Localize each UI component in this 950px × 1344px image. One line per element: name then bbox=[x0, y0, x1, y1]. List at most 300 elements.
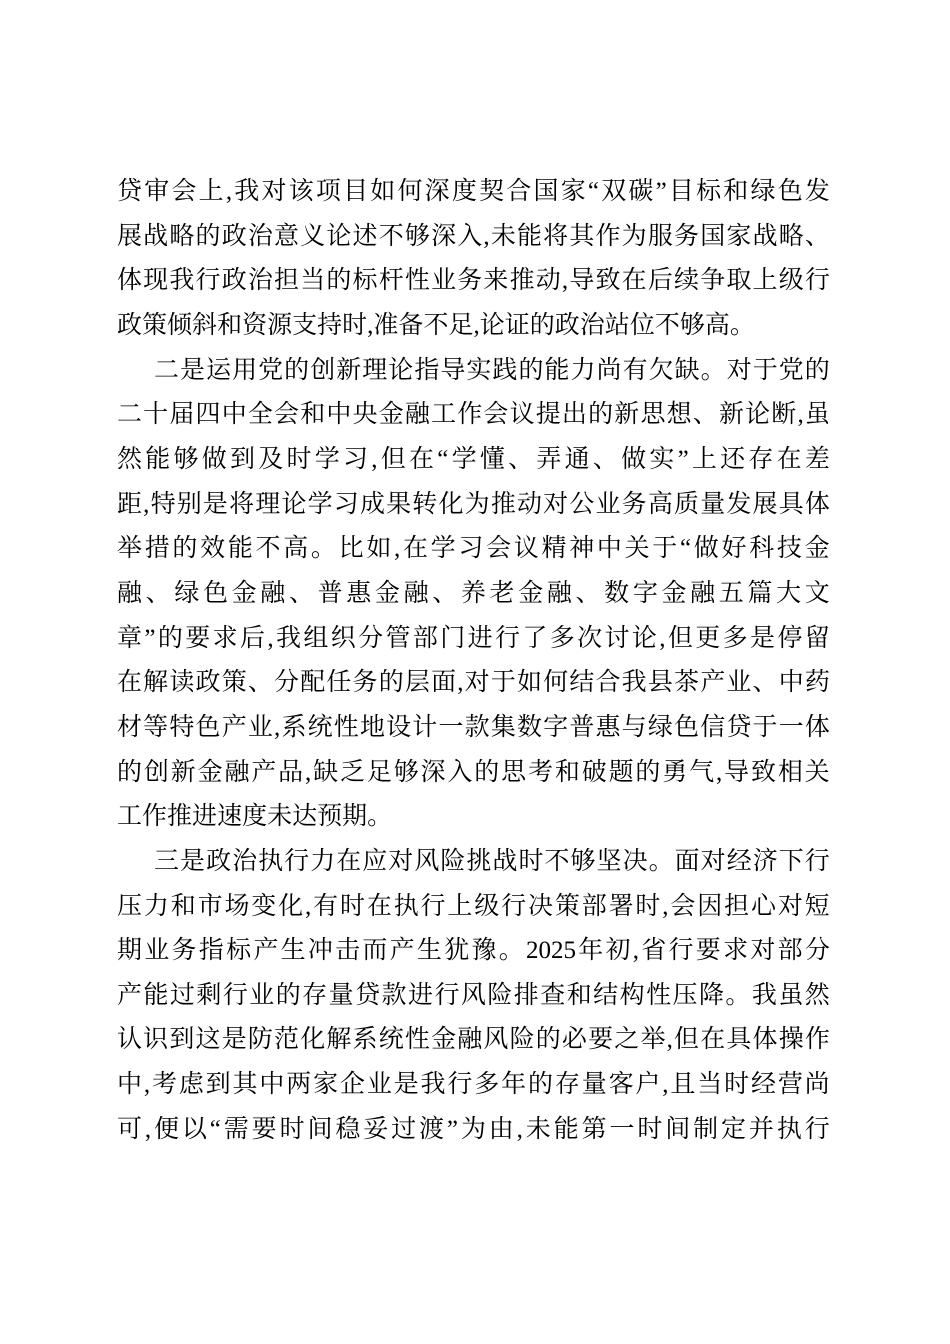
glyph: 争 bbox=[700, 267, 726, 295]
glyph: 降 bbox=[698, 981, 724, 1009]
text-line bbox=[117, 706, 830, 751]
glyph: 时 bbox=[518, 847, 544, 875]
glyph: 品 bbox=[278, 758, 304, 786]
glyph: 执 bbox=[258, 847, 284, 875]
glyph: 业 bbox=[726, 669, 752, 697]
glyph: 理 bbox=[255, 490, 281, 518]
glyph: 执 bbox=[776, 1115, 802, 1143]
glyph: 论 bbox=[326, 222, 352, 250]
glyph: 行 bbox=[222, 981, 248, 1009]
glyph: 贷 bbox=[355, 981, 381, 1009]
glyph: 深 bbox=[420, 758, 446, 786]
glyph: 决 bbox=[622, 847, 648, 875]
glyph: 导 bbox=[569, 267, 595, 295]
paragraph bbox=[117, 349, 830, 840]
glyph: 行 bbox=[668, 937, 694, 965]
glyph: 特 bbox=[150, 490, 176, 518]
glyph: 、 bbox=[145, 579, 171, 607]
glyph: 想 bbox=[666, 401, 692, 429]
glyph: 的 bbox=[804, 356, 830, 384]
glyph: 渡 bbox=[419, 1115, 445, 1143]
glyph: 融 bbox=[403, 579, 429, 607]
glyph: 站 bbox=[604, 311, 630, 339]
glyph: , bbox=[662, 892, 669, 920]
glyph: 全 bbox=[247, 401, 273, 429]
glyph: 多 bbox=[722, 624, 748, 652]
glyph: 家 bbox=[726, 222, 752, 250]
glyph: 初 bbox=[605, 937, 631, 965]
glyph: 战 bbox=[143, 222, 169, 250]
glyph: 作 bbox=[804, 1026, 830, 1054]
glyph: 够 bbox=[679, 311, 705, 339]
glyph: 生 bbox=[416, 937, 442, 965]
glyph: 是 bbox=[221, 1026, 247, 1054]
glyph: 解 bbox=[143, 669, 169, 697]
glyph: 会 bbox=[483, 401, 509, 429]
glyph: 考 bbox=[151, 1071, 177, 1099]
glyph: 践 bbox=[492, 356, 518, 384]
glyph: 识 bbox=[143, 1026, 169, 1054]
glyph: 策 bbox=[554, 892, 580, 920]
glyph: 挑 bbox=[466, 847, 492, 875]
glyph: 过 bbox=[169, 981, 195, 1009]
glyph: 断 bbox=[771, 401, 797, 429]
glyph: 系 bbox=[281, 713, 307, 741]
glyph: 。 bbox=[725, 981, 751, 1009]
glyph: 分 bbox=[804, 937, 830, 965]
glyph: 在 bbox=[408, 445, 434, 473]
glyph: 在 bbox=[621, 267, 647, 295]
glyph: 门 bbox=[440, 624, 466, 652]
glyph: 面 bbox=[431, 669, 457, 697]
glyph: 省 bbox=[641, 937, 667, 965]
glyph: 构 bbox=[619, 981, 645, 1009]
glyph: 。 bbox=[498, 937, 524, 965]
glyph: 虽 bbox=[778, 981, 804, 1009]
glyph: 展 bbox=[117, 222, 143, 250]
glyph: 导 bbox=[440, 356, 466, 384]
glyph: 进 bbox=[407, 981, 433, 1009]
glyph: 不 bbox=[423, 311, 449, 339]
glyph: 策 bbox=[142, 311, 168, 339]
glyph: 推 bbox=[167, 803, 193, 831]
paragraph bbox=[117, 840, 830, 1153]
text-line bbox=[117, 349, 830, 394]
glyph: 。 bbox=[648, 847, 674, 875]
glyph: 数 bbox=[516, 713, 542, 741]
glyph: “ bbox=[437, 445, 449, 473]
glyph: 够 bbox=[404, 222, 430, 250]
glyph: 家 bbox=[560, 178, 586, 205]
glyph: 不 bbox=[255, 535, 281, 563]
glyph: 致 bbox=[750, 758, 776, 786]
glyph: 成 bbox=[359, 490, 385, 518]
glyph: 化 bbox=[438, 490, 464, 518]
glyph: 、 bbox=[508, 445, 534, 473]
glyph: 中 bbox=[326, 401, 352, 429]
glyph: 、 bbox=[692, 401, 718, 429]
glyph: 短 bbox=[804, 892, 830, 920]
glyph: 政 bbox=[117, 311, 143, 339]
glyph: 举 bbox=[117, 535, 143, 563]
glyph: 范 bbox=[274, 1026, 300, 1054]
glyph: 体 bbox=[804, 490, 830, 518]
glyph: 贷 bbox=[117, 178, 143, 205]
glyph: 碳 bbox=[628, 178, 654, 205]
glyph: 于 bbox=[490, 669, 516, 697]
glyph: 能 bbox=[143, 981, 169, 1009]
glyph: 时 bbox=[286, 445, 312, 473]
glyph: 结 bbox=[569, 669, 595, 697]
glyph: 具 bbox=[726, 1026, 752, 1054]
glyph: 、 bbox=[432, 579, 458, 607]
glyph: 深 bbox=[424, 178, 450, 205]
glyph: 政 bbox=[195, 669, 221, 697]
glyph: 展 bbox=[752, 490, 778, 518]
glyph: 足 bbox=[366, 758, 392, 786]
glyph: 新 bbox=[170, 758, 196, 786]
glyph: 神 bbox=[569, 535, 595, 563]
glyph: 目 bbox=[343, 178, 369, 205]
glyph: 的 bbox=[535, 1026, 561, 1054]
glyph: 论 bbox=[388, 356, 414, 384]
glyph: 源 bbox=[267, 311, 293, 339]
glyph: 备 bbox=[398, 311, 424, 339]
glyph: 缺 bbox=[674, 356, 700, 384]
glyph: 系 bbox=[352, 1026, 378, 1054]
glyph: 金 bbox=[231, 579, 257, 607]
glyph: 药 bbox=[804, 669, 830, 697]
glyph: 而 bbox=[362, 937, 388, 965]
text-line bbox=[117, 795, 830, 840]
glyph: 、 bbox=[752, 669, 778, 697]
glyph: 中 bbox=[778, 669, 804, 697]
glyph: 当 bbox=[300, 267, 326, 295]
glyph: 集 bbox=[490, 713, 516, 741]
glyph: 务 bbox=[621, 490, 647, 518]
glyph: 行 bbox=[195, 267, 221, 295]
glyph: 中 bbox=[596, 535, 622, 563]
glyph: 到 bbox=[169, 1026, 195, 1054]
glyph: 作 bbox=[595, 222, 621, 250]
glyph: 作 bbox=[142, 803, 168, 831]
glyph: 创 bbox=[143, 758, 169, 786]
glyph: 气 bbox=[689, 758, 715, 786]
glyph: 未 bbox=[490, 222, 516, 250]
glyph: 要 bbox=[588, 1026, 614, 1054]
glyph: 特 bbox=[169, 713, 195, 741]
glyph: 但 bbox=[674, 1026, 700, 1054]
glyph: 业 bbox=[247, 713, 273, 741]
glyph: 2025 bbox=[525, 937, 576, 965]
glyph: 关 bbox=[804, 758, 830, 786]
glyph: 产 bbox=[117, 981, 143, 1009]
glyph: 行 bbox=[447, 1071, 473, 1099]
glyph: 资 bbox=[242, 311, 268, 339]
glyph: ” bbox=[677, 445, 689, 473]
glyph: 部 bbox=[777, 937, 803, 965]
glyph: 等 bbox=[143, 713, 169, 741]
text-line bbox=[117, 751, 830, 796]
glyph: 在 bbox=[336, 847, 362, 875]
glyph: 在 bbox=[402, 535, 428, 563]
glyph: 。 bbox=[729, 311, 755, 339]
glyph: 剩 bbox=[196, 981, 222, 1009]
glyph: 查 bbox=[540, 981, 566, 1009]
glyph: 欠 bbox=[648, 356, 674, 384]
glyph: 存 bbox=[748, 445, 774, 473]
glyph: 茶 bbox=[674, 669, 700, 697]
glyph: 心 bbox=[750, 892, 776, 920]
glyph: 读 bbox=[169, 669, 195, 697]
text-line bbox=[117, 974, 830, 1019]
glyph: 要 bbox=[185, 624, 211, 652]
glyph: , bbox=[367, 311, 374, 339]
glyph: 力 bbox=[143, 892, 169, 920]
glyph: 新 bbox=[614, 401, 640, 429]
glyph: 的 bbox=[518, 356, 544, 384]
glyph: 质 bbox=[674, 490, 700, 518]
glyph: 业 bbox=[144, 937, 170, 965]
glyph: 中 bbox=[259, 1071, 285, 1099]
glyph: 间 bbox=[665, 1115, 691, 1143]
glyph: 行 bbox=[804, 1115, 830, 1143]
glyph: 的 bbox=[588, 401, 614, 429]
glyph: 政 bbox=[206, 847, 232, 875]
glyph: ” bbox=[446, 1115, 459, 1143]
glyph: 工 bbox=[431, 401, 457, 429]
glyph: 多 bbox=[549, 624, 575, 652]
glyph: 尚 bbox=[596, 356, 622, 384]
glyph: 来 bbox=[483, 267, 509, 295]
glyph: 产 bbox=[700, 669, 726, 697]
glyph: 将 bbox=[543, 222, 569, 250]
glyph: 学 bbox=[314, 445, 340, 473]
glyph: 双 bbox=[601, 178, 627, 205]
glyph: 中 bbox=[221, 401, 247, 429]
glyph: 学 bbox=[430, 535, 456, 563]
glyph: 论 bbox=[745, 401, 771, 429]
glyph: 习 bbox=[458, 535, 484, 563]
glyph: 力 bbox=[570, 356, 596, 384]
glyph: 字 bbox=[632, 579, 658, 607]
glyph: 进 bbox=[192, 803, 218, 831]
glyph: 计 bbox=[412, 713, 438, 741]
glyph: 织 bbox=[330, 624, 356, 652]
glyph: 二 bbox=[117, 401, 143, 429]
glyph: 务 bbox=[674, 222, 700, 250]
glyph: 求 bbox=[212, 624, 238, 652]
glyph: 政 bbox=[554, 311, 580, 339]
glyph: 一 bbox=[438, 713, 464, 741]
glyph: 的 bbox=[195, 222, 221, 250]
glyph: 险 bbox=[509, 1026, 535, 1054]
glyph: 击 bbox=[335, 937, 361, 965]
glyph: 层 bbox=[404, 669, 430, 697]
glyph: 后 bbox=[239, 624, 265, 652]
glyph: 一 bbox=[778, 713, 804, 741]
glyph: 和 bbox=[217, 311, 243, 339]
glyph: 论 bbox=[631, 624, 657, 652]
glyph: 发 bbox=[804, 178, 830, 205]
text-line bbox=[117, 572, 830, 617]
glyph: 能 bbox=[227, 535, 253, 563]
glyph: 学 bbox=[307, 490, 333, 518]
glyph: 、 bbox=[575, 579, 601, 607]
glyph: 务 bbox=[171, 937, 197, 965]
glyph: 担 bbox=[274, 267, 300, 295]
glyph: 对 bbox=[700, 847, 726, 875]
glyph: 位 bbox=[629, 311, 655, 339]
glyph: 指 bbox=[198, 937, 224, 965]
glyph: 该 bbox=[288, 178, 314, 205]
glyph: 于 bbox=[652, 535, 678, 563]
glyph: 并 bbox=[748, 1115, 774, 1143]
glyph: 是 bbox=[749, 624, 775, 652]
glyph: 务 bbox=[352, 669, 378, 697]
glyph: 论 bbox=[479, 311, 505, 339]
glyph: 战 bbox=[752, 222, 778, 250]
glyph: 续 bbox=[674, 267, 700, 295]
glyph: 化 bbox=[278, 892, 304, 920]
glyph: , bbox=[516, 1115, 523, 1143]
glyph: 风 bbox=[414, 847, 440, 875]
glyph: 理 bbox=[362, 356, 388, 384]
glyph: 养 bbox=[460, 579, 486, 607]
glyph: 够 bbox=[173, 445, 199, 473]
glyph: 不 bbox=[378, 222, 404, 250]
glyph: 部 bbox=[412, 624, 438, 652]
glyph: 和 bbox=[300, 401, 326, 429]
glyph: 导 bbox=[724, 758, 750, 786]
glyph: 应 bbox=[362, 847, 388, 875]
glyph: 定 bbox=[721, 1115, 747, 1143]
glyph: 创 bbox=[310, 356, 336, 384]
glyph: 豫 bbox=[471, 937, 497, 965]
glyph: 性 bbox=[646, 981, 672, 1009]
glyph: 可 bbox=[117, 1115, 143, 1143]
glyph: 业 bbox=[431, 267, 457, 295]
glyph: 为 bbox=[464, 490, 490, 518]
glyph: 新 bbox=[336, 356, 362, 384]
glyph: 时 bbox=[635, 892, 661, 920]
glyph: 绿 bbox=[647, 713, 673, 741]
glyph: 和 bbox=[723, 178, 749, 205]
glyph: 做 bbox=[201, 445, 227, 473]
glyph: 取 bbox=[726, 267, 752, 295]
glyph: 上 bbox=[447, 892, 473, 920]
glyph: 绿 bbox=[750, 178, 776, 205]
glyph: 是 bbox=[180, 847, 206, 875]
glyph: 经 bbox=[726, 847, 752, 875]
document-body-text bbox=[117, 170, 830, 1152]
glyph: 入 bbox=[457, 222, 483, 250]
glyph: 度 bbox=[242, 803, 268, 831]
glyph: 市 bbox=[197, 892, 223, 920]
glyph: 治 bbox=[579, 311, 605, 339]
glyph: 和 bbox=[554, 758, 580, 786]
glyph: 级 bbox=[474, 892, 500, 920]
glyph: 压 bbox=[117, 892, 143, 920]
glyph: 行 bbox=[494, 624, 520, 652]
glyph: 。 bbox=[367, 803, 393, 831]
glyph: 产 bbox=[251, 758, 277, 786]
glyph: 是 bbox=[393, 1071, 419, 1099]
glyph: 的 bbox=[117, 758, 143, 786]
glyph: 、 bbox=[592, 445, 618, 473]
glyph: 动 bbox=[535, 267, 561, 295]
glyph: 上 bbox=[752, 267, 778, 295]
glyph: 关 bbox=[624, 535, 650, 563]
glyph: 述 bbox=[352, 222, 378, 250]
glyph: 操 bbox=[778, 1026, 804, 1054]
glyph: 两 bbox=[286, 1071, 312, 1099]
glyph: , bbox=[473, 311, 480, 339]
glyph: 材 bbox=[117, 713, 143, 741]
glyph: 金 bbox=[197, 758, 223, 786]
glyph: 差 bbox=[804, 445, 830, 473]
glyph: 但 bbox=[380, 445, 406, 473]
glyph: 的 bbox=[529, 311, 555, 339]
glyph: 央 bbox=[352, 401, 378, 429]
glyph: 公 bbox=[569, 490, 595, 518]
glyph: , bbox=[274, 713, 281, 741]
glyph: 战 bbox=[492, 847, 518, 875]
glyph: 对 bbox=[543, 490, 569, 518]
glyph: “ bbox=[680, 535, 692, 563]
glyph: 、 bbox=[288, 579, 314, 607]
glyph: 国 bbox=[533, 178, 559, 205]
glyph: 不 bbox=[654, 311, 680, 339]
glyph: 年 bbox=[501, 1071, 527, 1099]
glyph: 治 bbox=[232, 847, 258, 875]
glyph: 期 bbox=[117, 937, 143, 965]
glyph: 足 bbox=[448, 311, 474, 339]
glyph: 会 bbox=[670, 892, 696, 920]
glyph: 章 bbox=[117, 624, 143, 652]
glyph: 在 bbox=[776, 445, 802, 473]
text-line bbox=[117, 929, 830, 974]
glyph: 我 bbox=[169, 267, 195, 295]
glyph: 准 bbox=[373, 311, 399, 339]
glyph: 款 bbox=[381, 981, 407, 1009]
glyph: 色 bbox=[195, 713, 221, 741]
glyph: 在 bbox=[117, 669, 143, 697]
glyph: 虽 bbox=[804, 401, 830, 429]
glyph: 由 bbox=[488, 1115, 514, 1143]
glyph: 多 bbox=[474, 1071, 500, 1099]
glyph: 营 bbox=[777, 1071, 803, 1099]
glyph: , bbox=[144, 1115, 152, 1143]
glyph: 时 bbox=[637, 1115, 663, 1143]
glyph: 缺 bbox=[313, 758, 339, 786]
glyph: 具 bbox=[778, 490, 804, 518]
glyph: 党 bbox=[258, 356, 284, 384]
glyph: 更 bbox=[695, 624, 721, 652]
glyph: 科 bbox=[749, 535, 775, 563]
glyph: 绿 bbox=[174, 579, 200, 607]
glyph: 金 bbox=[374, 579, 400, 607]
glyph: 在 bbox=[700, 1026, 726, 1054]
glyph: 风 bbox=[483, 1026, 509, 1054]
glyph: 普 bbox=[569, 713, 595, 741]
glyph: 坚 bbox=[596, 847, 622, 875]
glyph: 过 bbox=[391, 1115, 417, 1143]
glyph: 融 bbox=[457, 1026, 483, 1054]
glyph: 分 bbox=[358, 624, 384, 652]
glyph: 中 bbox=[117, 1071, 143, 1099]
glyph: 融 bbox=[546, 579, 572, 607]
